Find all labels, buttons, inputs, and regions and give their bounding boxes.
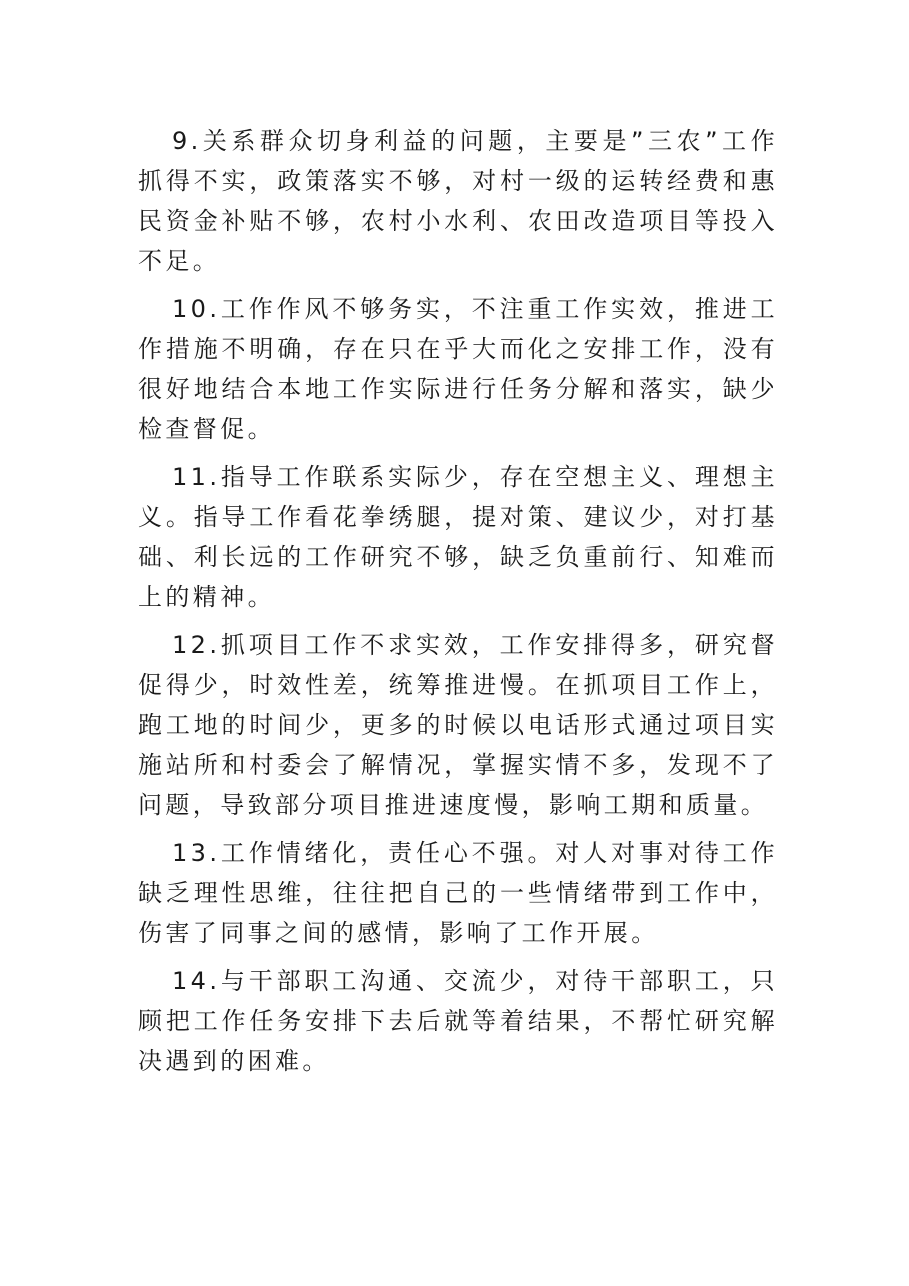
paragraph-9: 9.关系群众切身利益的问题，主要是”三农”工作抓得不实，政策落实不够，对村一级的运转经费和惠民资金补贴不够，农村小水利、农田改造项目等投入不足。	[138, 127, 778, 275]
paragraph-14: 14.与干部职工沟通、交流少，对待干部职工，只顾把工作任务安排下去后就等着结果，不帮忙研究解决遇到的困难。	[138, 967, 778, 1075]
document-body	[138, 121, 778, 1089]
paragraph-12: 12.抓项目工作不求实效，工作安排得多，研究督促得少，时效性差，统筹推进慢。在抓项目工作上，跑工地的时间少，更多的时候以电话形式通过项目实施站所和村委会了解情况，掌握实情不多，发现不了问题，导致部分项目推进速度慢，影响工期和质量。	[138, 631, 778, 819]
paragraph-10: 10.工作作风不够务实，不注重工作实效，推进工作措施不明确，存在只在乎大而化之安排工作，没有很好地结合本地工作实际进行任务分解和落实，缺少检查督促。	[138, 295, 778, 443]
paragraph-11: 11.指导工作联系实际少，存在空想主义、理想主义。指导工作看花拳绣腿，提对策、建议少，对打基础、利长远的工作研究不够，缺乏负重前行、知难而上的精神。	[138, 463, 778, 611]
paragraph-13: 13.工作情绪化，责任心不强。对人对事对待工作缺乏理性思维，往往把自己的一些情绪带到工作中，伤害了同事之间的感情，影响了工作开展。	[138, 839, 778, 947]
